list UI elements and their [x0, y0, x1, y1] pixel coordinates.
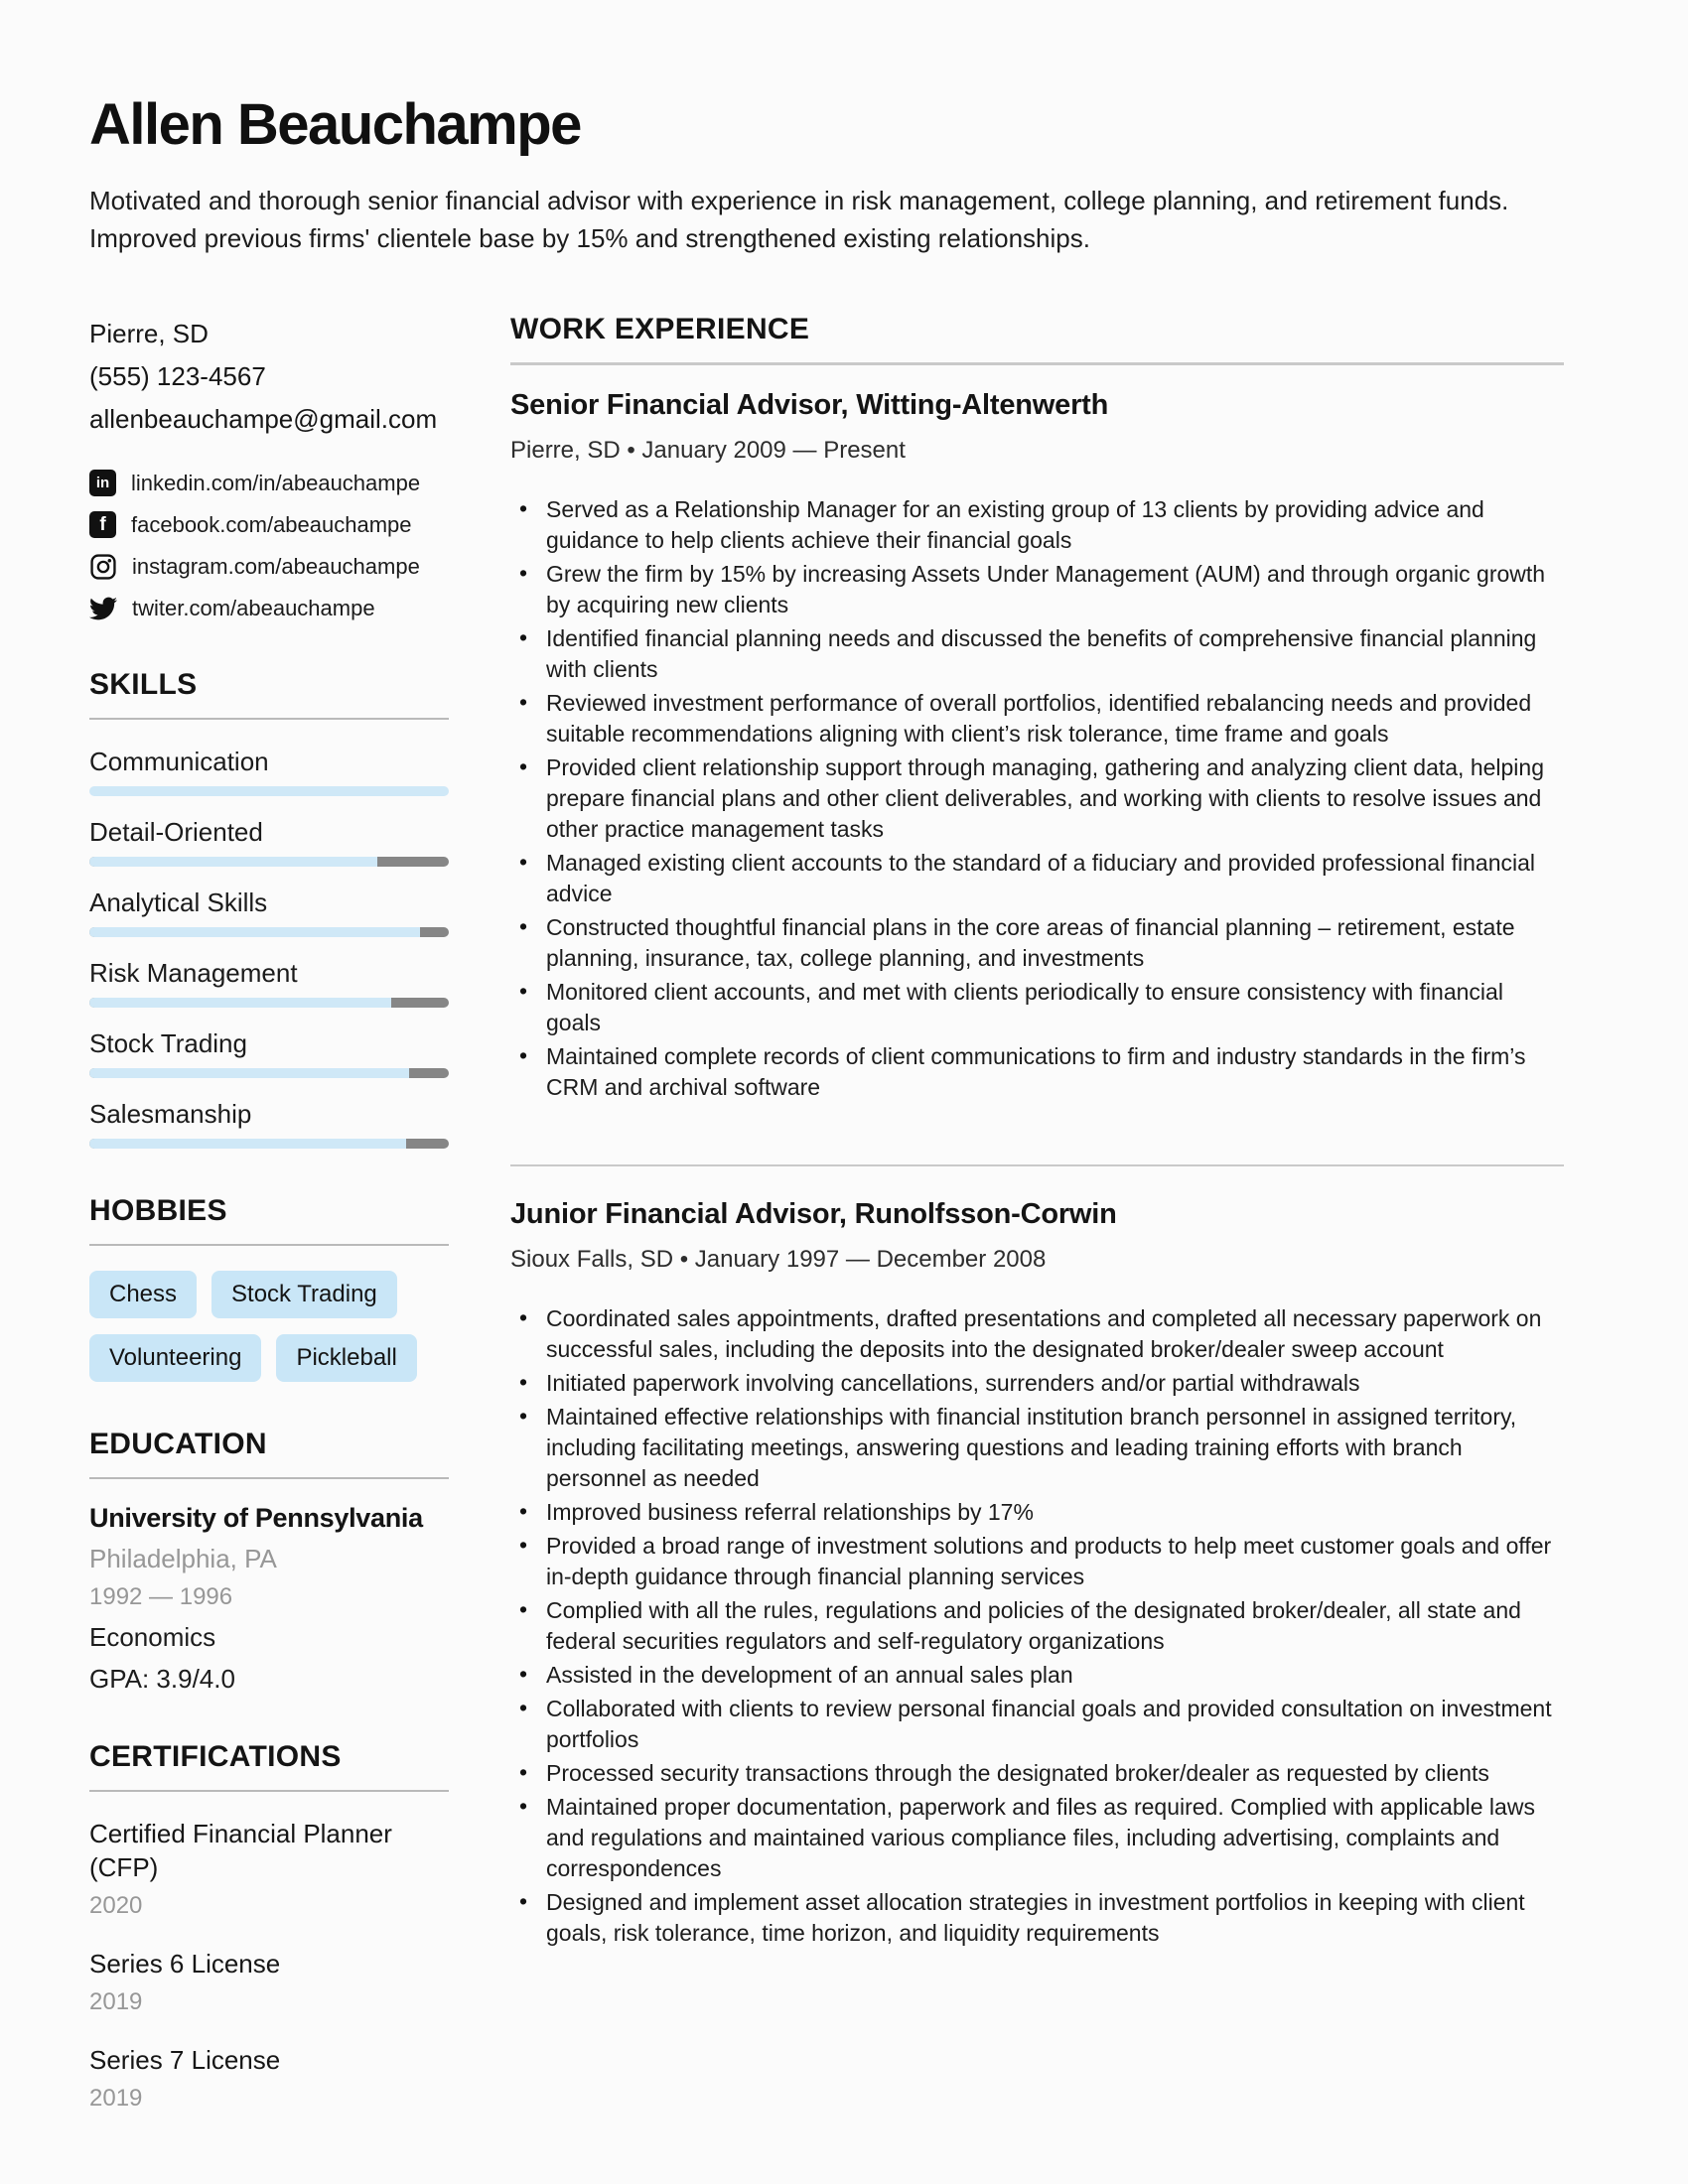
divider — [89, 718, 449, 720]
divider — [89, 1790, 449, 1792]
social-link-label[interactable]: instagram.com/abeauchampe — [132, 553, 420, 579]
education-years: 1992 — 1996 — [89, 1583, 233, 1610]
job-bullet: • Served as a Relationship Manager for an existing group of 13 clients by providing advice and guidance to help clients achieve their financial goals — [510, 494, 1564, 556]
certification-item — [89, 1947, 449, 2016]
certifications-section — [89, 1740, 449, 2113]
skill-bar — [89, 1139, 449, 1149]
job-bullet: • Provided client relationship support through managing, gathering and analyzing client data, helping prepare financial plans and other client deliverables, and working with clients to resolve issues and other practice management tasks — [510, 752, 1564, 845]
job-bullet: • Grew the firm by 15% by increasing Assets Under Management (AUM) and through organic growth by acquiring new clients — [510, 559, 1564, 620]
job-location-dates: Pierre, SD • January 2009 — Present — [510, 437, 906, 464]
skill-label: Risk Management — [89, 958, 298, 988]
job-bullets — [510, 494, 1564, 1103]
skill-bar-fill — [89, 998, 391, 1008]
job-bullet: • Reviewed investment performance of overall portfolios, identified rebalancing needs and provided suitable recommendations aligning with client’s risk tolerance, time frame and goals — [510, 688, 1564, 750]
certification-item — [89, 2043, 449, 2113]
skill-bar — [89, 857, 449, 867]
skill-item — [89, 887, 449, 937]
work-experience-column — [510, 313, 1564, 2139]
job-bullet: • Constructed thoughtful financial plans in the core areas of financial planning – retirement, estate planning, insurance, tax, college planning, and investments — [510, 912, 1564, 974]
skill-label: Communication — [89, 747, 269, 776]
job-bullet: • Maintained proper documentation, paperwork and files as required. Complied with applicable laws and regulations and maintained various compliance files, including advertising, complaints and correspondences — [510, 1792, 1564, 1884]
skill-label: Detail-Oriented — [89, 817, 263, 847]
skill-item — [89, 747, 449, 796]
hobbies-section — [89, 1194, 449, 1382]
education-school: University of Pennsylvania — [89, 1503, 423, 1533]
job-bullet: • Coordinated sales appointments, drafted presentations and completed all necessary paperwork on successful sales, including the deposits into the designated broker/dealer sweep account — [510, 1303, 1564, 1365]
skill-item — [89, 958, 449, 1008]
skill-bar — [89, 1068, 449, 1078]
education-gpa: GPA: 3.9/4.0 — [89, 1664, 235, 1694]
job-entry — [510, 1164, 1564, 1949]
job-entry — [510, 389, 1564, 1103]
education-section — [89, 1428, 449, 1695]
skill-bar — [89, 786, 449, 796]
job-bullet: • Initiated paperwork involving cancellations, surrenders and/or partial withdrawals — [510, 1368, 1564, 1399]
skill-bar — [89, 927, 449, 937]
certification-year: 2019 — [89, 2085, 143, 2112]
certification-year: 2020 — [89, 1892, 143, 1919]
facebook-icon: f — [89, 511, 116, 538]
contact-location: Pierre, SD — [89, 319, 209, 348]
job-bullet: • Designed and implement asset allocation strategies in investment portfolios in keeping with client goals, risk tolerance, time horizon, and liquidity requirements — [510, 1887, 1564, 1949]
skill-item — [89, 817, 449, 867]
candidate-name: Allen Beauchampe — [89, 92, 581, 157]
job-bullet: • Managed existing client accounts to the standard of a fiduciary and provided professional financial advice — [510, 848, 1564, 909]
job-bullet: • Complied with all the rules, regulations and policies of the designated broker/dealer, all state and federal securities regulators and self-regulatory organizations — [510, 1595, 1564, 1657]
twitter-icon — [89, 595, 117, 622]
certification-name: Series 6 License — [89, 1949, 281, 1979]
certification-year: 2019 — [89, 1988, 143, 2015]
work-experience-heading: WORK EXPERIENCE — [510, 313, 810, 345]
contact-phone: (555) 123-4567 — [89, 361, 266, 391]
social-link-label[interactable]: linkedin.com/in/abeauchampe — [131, 470, 421, 495]
content-columns — [0, 313, 1688, 2139]
skill-label: Salesmanship — [89, 1099, 252, 1129]
education-heading: EDUCATION — [89, 1428, 267, 1460]
job-bullet: • Monitored client accounts, and met with clients periodically to ensure consistency with financial goals — [510, 977, 1564, 1038]
skill-label: Analytical Skills — [89, 887, 268, 917]
hobby-tags — [89, 1271, 449, 1382]
job-bullet: • Improved business referral relationships by 17% — [510, 1497, 1564, 1528]
job-title: Senior Financial Advisor, Witting-Altenwerth — [510, 389, 1109, 421]
education-location: Philadelphia, PA — [89, 1544, 277, 1573]
skill-bar-fill — [89, 857, 377, 867]
skill-label: Stock Trading — [89, 1028, 247, 1058]
skill-item — [89, 1099, 449, 1149]
social-link-facebook[interactable] — [89, 510, 449, 539]
sidebar — [89, 313, 449, 2139]
job-bullets — [510, 1303, 1564, 1949]
skill-bar-fill — [89, 786, 449, 796]
social-link-twitter[interactable] — [89, 594, 449, 622]
hobby-tag: Stock Trading — [211, 1271, 397, 1318]
skills-heading: SKILLS — [89, 668, 198, 701]
job-bullet: • Maintained effective relationships with financial institution branch personnel in assigned territory, including facilitating meetings, answering questions and leading training efforts with branch personnel as needed — [510, 1402, 1564, 1494]
job-location-dates: Sioux Falls, SD • January 1997 — December 2008 — [510, 1246, 1047, 1273]
summary-text: Motivated and thorough senior financial advisor with experience in risk management, college planning, and retirement funds. Improved previous firms' clientele base by 15% and strengthened existing relationships. — [89, 186, 1509, 253]
divider — [510, 362, 1564, 365]
skill-bar — [89, 998, 449, 1008]
contact-block — [89, 313, 449, 441]
job-title: Junior Financial Advisor, Runolfsson-Corwin — [510, 1198, 1117, 1230]
resume-header — [0, 0, 1688, 257]
education-major: Economics — [89, 1622, 216, 1652]
job-bullet: • Provided a broad range of investment solutions and products to help meet customer goals and offer in-depth guidance through financial planning services — [510, 1531, 1564, 1592]
social-link-label[interactable]: facebook.com/abeauchampe — [131, 511, 412, 537]
contact-email[interactable]: allenbeauchampe@gmail.com — [89, 404, 438, 434]
hobbies-heading: HOBBIES — [89, 1194, 227, 1227]
hobby-tag: Pickleball — [276, 1334, 416, 1382]
certification-name: Certified Financial Planner (CFP) — [89, 1819, 392, 1882]
certifications-list — [89, 1817, 449, 2113]
hobby-tag: Volunteering — [89, 1334, 261, 1382]
education-entry — [89, 1503, 449, 1695]
job-bullet: • Maintained complete records of client communications to firm and industry standards in the firm’s CRM and archival software — [510, 1041, 1564, 1103]
certification-name: Series 7 License — [89, 2045, 281, 2075]
social-link-instagram[interactable] — [89, 552, 449, 581]
job-bullet: • Identified financial planning needs and discussed the benefits of comprehensive financial planning with clients — [510, 623, 1564, 685]
social-links — [89, 469, 449, 622]
divider — [89, 1477, 449, 1479]
jobs-list — [510, 389, 1564, 1949]
job-bullet: • Collaborated with clients to review personal financial goals and provided consultation on investment portfolios — [510, 1694, 1564, 1755]
linkedin-icon: in — [89, 470, 116, 496]
job-bullet: • Processed security transactions through the designated broker/dealer as requested by clients — [510, 1758, 1564, 1789]
hobby-tag: Chess — [89, 1271, 197, 1318]
certification-item — [89, 1817, 449, 1920]
certifications-heading: CERTIFICATIONS — [89, 1740, 342, 1773]
skill-bar-fill — [89, 1139, 406, 1149]
social-link-label[interactable]: twiter.com/abeauchampe — [132, 595, 375, 620]
instagram-icon — [89, 553, 117, 581]
divider — [89, 1244, 449, 1246]
job-bullet: • Assisted in the development of an annual sales plan — [510, 1660, 1564, 1691]
skill-bar-fill — [89, 1068, 409, 1078]
skill-bar-fill — [89, 927, 420, 937]
skill-item — [89, 1028, 449, 1078]
skills-section — [89, 668, 449, 1149]
skills-list — [89, 747, 449, 1149]
social-link-linkedin[interactable] — [89, 469, 449, 497]
